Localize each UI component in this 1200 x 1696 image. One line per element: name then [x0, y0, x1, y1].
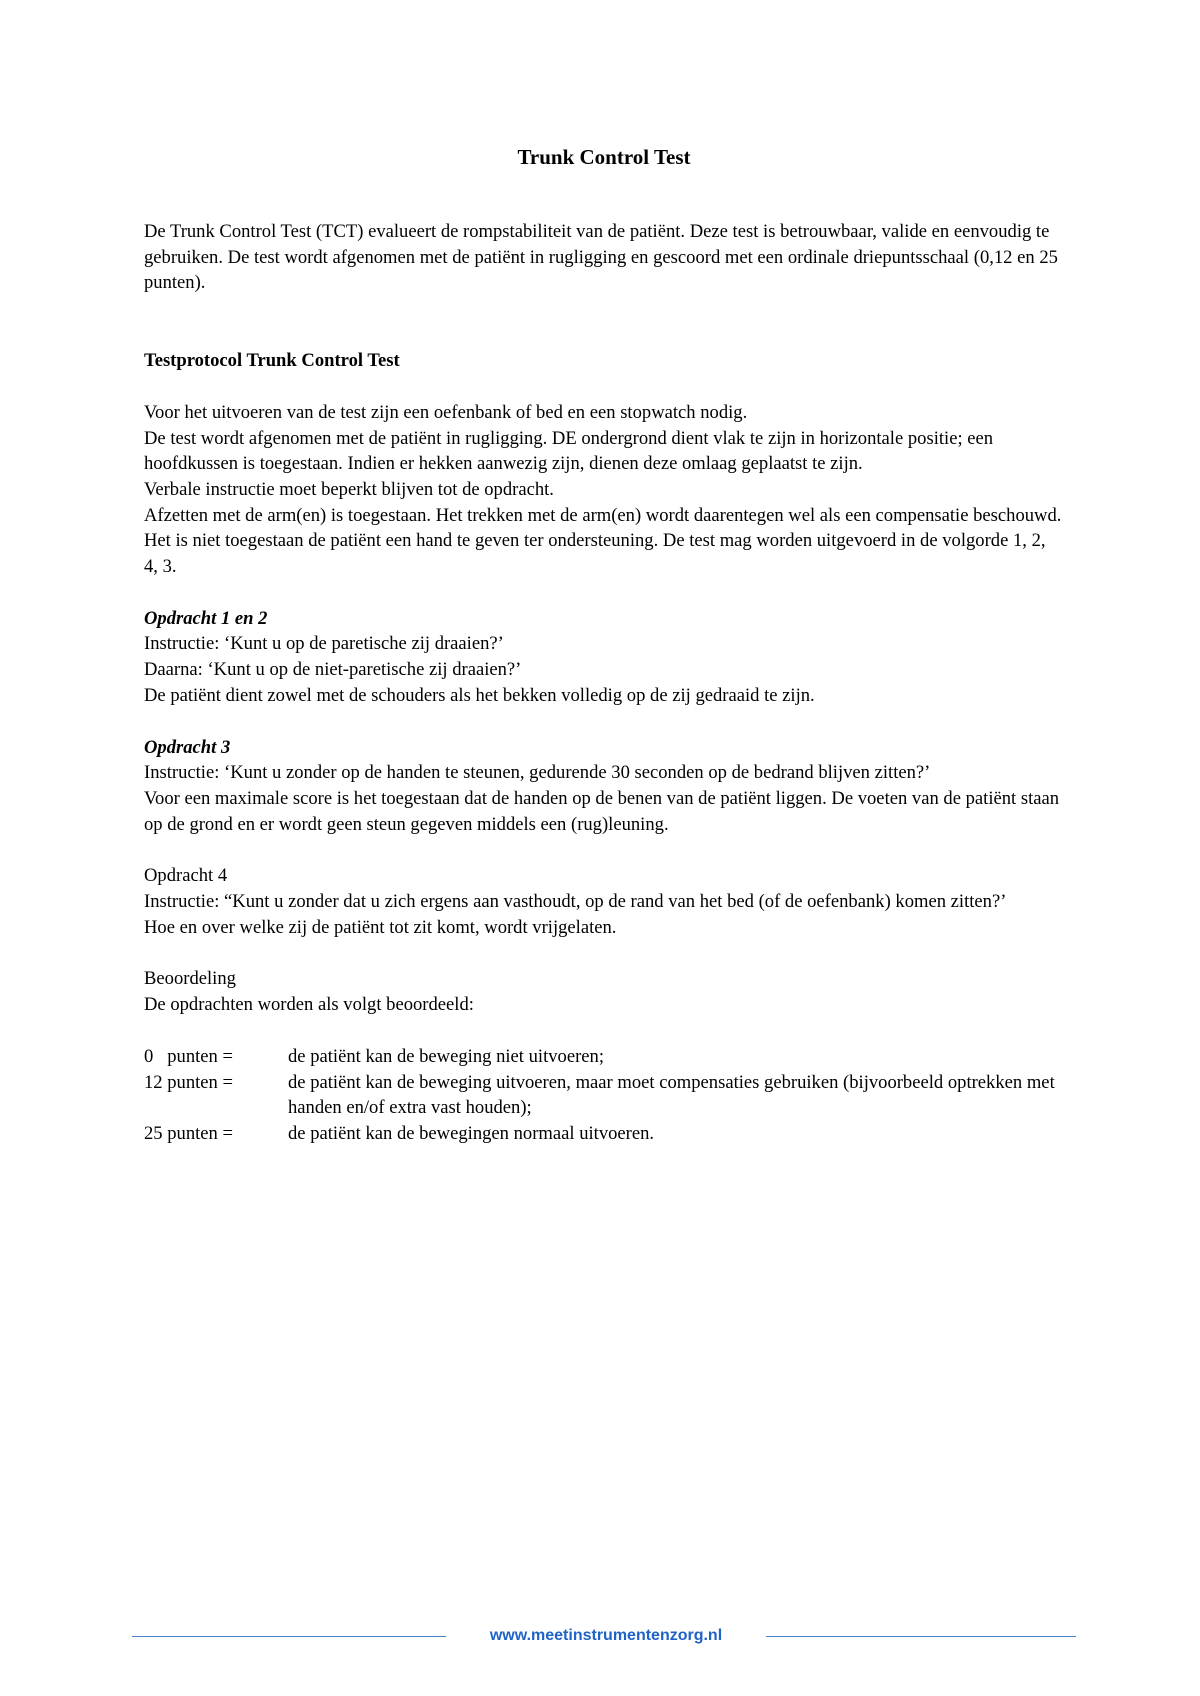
- opdracht-4-line: Instructie: “Kunt u zonder dat u zich ergens aan vasthoudt, op de rand van het bed (of de oefenbank) komen zitten?’: [144, 891, 1007, 913]
- score-description: de patiënt kan de bewegingen normaal uitvoeren.: [288, 1122, 655, 1144]
- document-body: [144, 143, 1064, 1147]
- score-label: 25 punten =: [144, 1122, 233, 1144]
- opdracht-3-line: Voor een maximale score is het toegestaan dat de handen op de benen van de patiënt liggen. De voeten van de patiënt staan op de grond en er wordt geen steun gegeven middels een (rug)leuning.: [144, 787, 1060, 835]
- opdracht-1-2-heading: Opdracht 1 en 2: [144, 607, 268, 629]
- opdracht-1-2-line: Daarna: ‘Kunt u op de niet-paretische zij draaien?’: [144, 659, 522, 681]
- opdracht-3-heading: Opdracht 3: [144, 736, 231, 758]
- protocol-line: Voor het uitvoeren van de test zijn een oefenbank of bed en een stopwatch nodig.: [144, 401, 748, 423]
- protocol-heading: Testprotocol Trunk Control Test: [144, 350, 400, 372]
- opdracht-4-line: Hoe en over welke zij de patiënt tot zit komt, wordt vrijgelaten.: [144, 916, 617, 938]
- score-description: de patiënt kan de beweging niet uitvoeren;: [288, 1045, 604, 1067]
- score-row: [144, 1121, 1064, 1147]
- opdracht-1-2-line: De patiënt dient zowel met de schouders als het bekken volledig op de zij gedraaid te zijn.: [144, 684, 815, 706]
- opdracht-3-line: Instructie: ‘Kunt u zonder op de handen te steunen, gedurende 30 seconden op de bedrand blijven zitten?’: [144, 762, 931, 784]
- protocol-line: Afzetten met de arm(en) is toegestaan. Het trekken met de arm(en) wordt daarentegen wel als een compensatie beschouwd. Het is niet toegestaan de patiënt een hand te geven ter ondersteuning. De test mag worden uitgevoerd in de volgorde 1, 2, 4, 3.: [144, 504, 1062, 578]
- score-label: 0 punten =: [144, 1045, 233, 1067]
- beoordeling-heading: Beoordeling: [144, 968, 236, 990]
- footer-website-link[interactable]: www.meetinstrumentenzorg.nl: [489, 1627, 723, 1644]
- intro-paragraph: De Trunk Control Test (TCT) evalueert de rompstabiliteit van de patiënt. Deze test is betrouwbaar, valide en eenvoudig te gebruiken. De test wordt afgenomen met de patiënt in rugligging en gescoord met een ordinale driepuntsschaal (0,12 en 25 punten).: [144, 221, 1058, 294]
- footer-divider-left: [132, 1636, 446, 1637]
- opdracht-1-2-line: Instructie: ‘Kunt u op de paretische zij draaien?’: [144, 633, 504, 655]
- score-description: de patiënt kan de beweging uitvoeren, maar moet compensaties gebruiken (bijvoorbeeld optrekken met handen en/of extra vast houden);: [288, 1071, 1055, 1119]
- footer: [132, 1624, 1076, 1650]
- score-row: [144, 1070, 1064, 1121]
- score-label: 12 punten =: [144, 1071, 233, 1093]
- beoordeling-intro: De opdrachten worden als volgt beoordeeld:: [144, 994, 474, 1016]
- score-row: [144, 1044, 1064, 1070]
- page-title: Trunk Control Test: [517, 145, 691, 169]
- footer-divider-right: [766, 1636, 1076, 1637]
- protocol-line: De test wordt afgenomen met de patiënt in rugligging. DE ondergrond dient vlak te zijn in horizontale positie; een hoofdkussen is toegestaan. Indien er hekken aanwezig zijn, dienen deze omlaag geplaatst te zijn.: [144, 427, 994, 475]
- protocol-line: Verbale instructie moet beperkt blijven tot de opdracht.: [144, 478, 554, 500]
- opdracht-4-heading: Opdracht 4: [144, 865, 228, 887]
- score-table: [144, 1044, 1064, 1147]
